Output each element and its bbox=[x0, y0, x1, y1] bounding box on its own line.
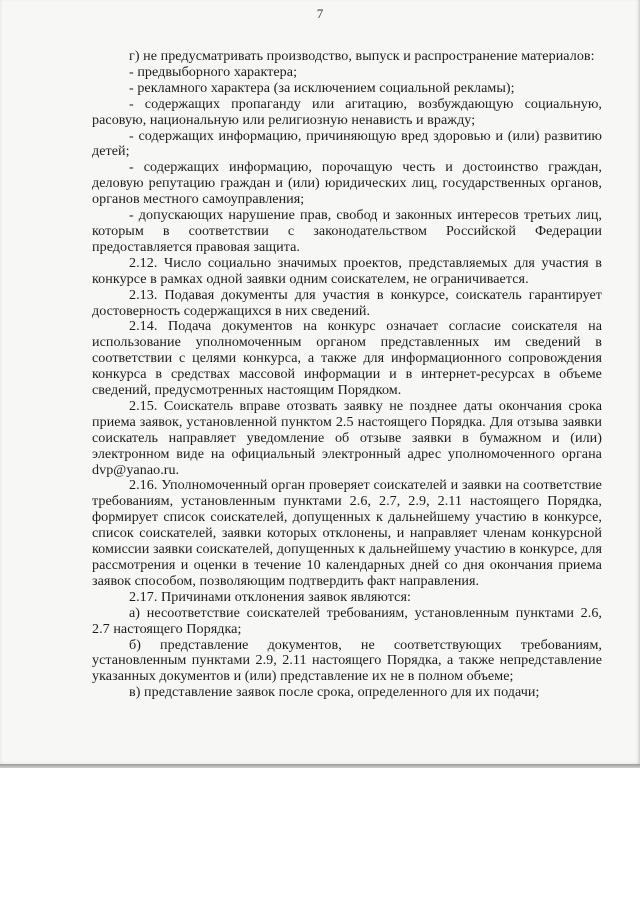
paragraph: 2.12. Число социально значимых проектов, представляемых для участия в конкурсе в рамках одной заявки одним соискателем, не ограничивается. bbox=[92, 254, 602, 287]
paragraph: - содержащих информацию, порочащую честь и достоинство граждан, деловую репутацию граждан и (или) юридических лиц, государственных органов, органов местного самоуправления; bbox=[92, 159, 602, 208]
paragraph: б) представление документов, не соответствующих требованиям, установленным пунктами 2.9, 2.11 настоящего Порядка, а также непредставление указанных документов и (или) представление их не в полном объеме; bbox=[92, 636, 602, 685]
paragraph: - предвыборного характера; bbox=[129, 63, 298, 80]
paragraph: 2.13. Подавая документы для участия в конкурсе, соискатель гарантирует достоверность содержащихся в них сведений. bbox=[92, 286, 602, 319]
paragraph: в) представление заявок после срока, определенного для их подачи; bbox=[129, 684, 540, 701]
scan-bottom-edge bbox=[0, 764, 640, 768]
paragraph: - допускающих нарушение прав, свобод и законных интересов третьих лиц, которым в соответствии с законодательством Российской Федерации предоставляется правовая защита. bbox=[92, 207, 602, 255]
paragraph: а) несоответствие соискателей требованиям, установленным пунктами 2.6, 2.7 настоящего Порядка; bbox=[92, 604, 602, 637]
document-body bbox=[92, 49, 602, 701]
paragraph: - рекламного характера (за исключением социальной рекламы); bbox=[129, 79, 515, 96]
page-number: 7 bbox=[316, 6, 324, 21]
paragraph: 2.14. Подача документов на конкурс означает согласие соискателя на использование уполномоченным органом представленных им сведений в соответствии с целями конкурса, а также для информационного сопровождения конкурса в средствах массовой информации и в интернет-ресурсах в объеме сведений, предусмотренных настоящим Порядком. bbox=[92, 318, 602, 399]
paragraph: 2.17. Причинами отклонения заявок являются: bbox=[129, 588, 411, 605]
paragraph: - содержащих пропаганду или агитацию, возбуждающую социальную, расовую, национальную или религиозную ненависть и вражду; bbox=[92, 95, 602, 128]
paragraph: - содержащих информацию, причиняющую вред здоровью и (или) развитию детей; bbox=[92, 127, 602, 160]
paragraph: 2.15. Соискатель вправе отозвать заявку не позднее даты окончания срока приема заявок, установленной пунктом 2.5 настоящего Порядка. Для отзыва заявки соискатель направляет уведомление об отзыве заявки в бумажном и (или) электронном виде на официальный электронный адрес уполномоченного органа dvp@yanao.ru. bbox=[92, 397, 602, 478]
paragraph: 2.16. Уполномоченный орган проверяет соискателей и заявки на соответствие требованиям, установленным пунктами 2.6, 2.7, 2.9, 2.11 настоящего Порядка, формирует список соискателей, допущенных к дальнейшему участию в конкурсе, список соискателей, заявки которых отклонены, и направляет членам конкурсной комиссии заявки соискателей, допущенных к дальнейшему участию в конкурсе, для рассмотрения и оценки в течение 10 календарных дней со дня окончания приема заявок способом, позволяющим подтвердить факт направления. bbox=[92, 477, 602, 589]
paragraph: г) не предусматривать производство, выпуск и распространение материалов: bbox=[129, 48, 595, 64]
